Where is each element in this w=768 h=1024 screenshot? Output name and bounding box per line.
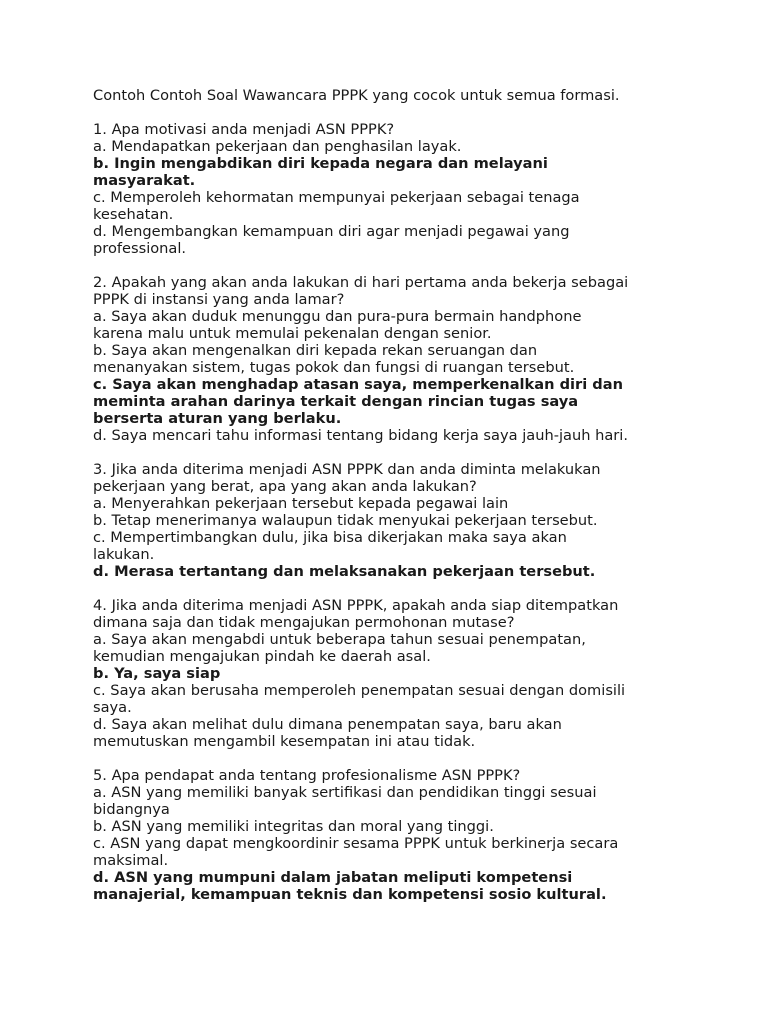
question-text: 5. Apa pendapat anda tentang profesionalisme ASN PPPK? bbox=[93, 767, 521, 784]
answer-option bbox=[93, 835, 683, 869]
answer-text: menanyakan sistem, tugas pokok dan fungsi di ruangan tersebut. bbox=[93, 359, 575, 376]
answer-text: c. Mempertimbangkan dulu, jika bisa dikerjakan maka saya akan bbox=[93, 529, 567, 546]
question-list bbox=[93, 104, 683, 903]
answer-option bbox=[93, 189, 683, 223]
answer-text: a. Menyerahkan pekerjaan tersebut kepada pegawai lain bbox=[93, 495, 509, 512]
answer-option-correct bbox=[93, 869, 683, 903]
answer-text: c. ASN yang dapat mengkoordinir sesama PPPK untuk berkinerja secara bbox=[93, 835, 619, 852]
answer-option bbox=[93, 784, 683, 818]
paragraph-gap bbox=[93, 580, 683, 597]
answer-option-correct bbox=[93, 665, 683, 682]
paragraph-gap bbox=[93, 750, 683, 767]
answer-text: c. Saya akan menghadap atasan saya, memperkenalkan diri dan bbox=[93, 376, 623, 393]
answer-option bbox=[93, 818, 683, 835]
answer-text: b. Ya, saya siap bbox=[93, 665, 221, 682]
answer-option-correct bbox=[93, 155, 683, 189]
answer-text: professional. bbox=[93, 240, 187, 257]
document-page bbox=[93, 87, 683, 903]
answer-option bbox=[93, 529, 683, 563]
answer-text: masyarakat. bbox=[93, 172, 196, 189]
question-block bbox=[93, 121, 683, 257]
answer-text: kemudian mengajukan pindah ke daerah asal. bbox=[93, 648, 431, 665]
answer-option bbox=[93, 512, 683, 529]
answer-text: d. Merasa tertantang dan melaksanakan pekerjaan tersebut. bbox=[93, 563, 596, 580]
answer-text: manajerial, kemampuan teknis dan kompetensi sosio kultural. bbox=[93, 886, 607, 903]
answer-option bbox=[93, 716, 683, 750]
question-text: PPPK di instansi yang anda lamar? bbox=[93, 291, 345, 308]
answer-text: b. Ingin mengabdikan diri kepada negara dan melayani bbox=[93, 155, 548, 172]
answer-option bbox=[93, 631, 683, 665]
answer-text: d. Saya akan melihat dulu dimana penempatan saya, baru akan bbox=[93, 716, 562, 733]
answer-option bbox=[93, 495, 683, 512]
answer-text: memutuskan mengambil kesempatan ini atau tidak. bbox=[93, 733, 476, 750]
answer-text: meminta arahan darinya terkait dengan rincian tugas saya bbox=[93, 393, 579, 410]
answer-option bbox=[93, 138, 683, 155]
question-block bbox=[93, 461, 683, 580]
answer-text: b. Saya akan mengenalkan diri kepada rekan seruangan dan bbox=[93, 342, 538, 359]
answer-text: a. Saya akan mengabdi untuk beberapa tahun sesuai penempatan, bbox=[93, 631, 586, 648]
answer-text: kesehatan. bbox=[93, 206, 174, 223]
question-block bbox=[93, 597, 683, 750]
document-title: Contoh Contoh Soal Wawancara PPPK yang cocok untuk semua formasi. bbox=[93, 87, 620, 104]
answer-option-correct bbox=[93, 563, 683, 580]
question-text: 1. Apa motivasi anda menjadi ASN PPPK? bbox=[93, 121, 395, 138]
question-text: 3. Jika anda diterima menjadi ASN PPPK dan anda diminta melakukan bbox=[93, 461, 601, 478]
question-block bbox=[93, 274, 683, 444]
answer-text: bidangnya bbox=[93, 801, 170, 818]
question-text: 2. Apakah yang akan anda lakukan di hari pertama anda bekerja sebagai bbox=[93, 274, 629, 291]
paragraph-gap bbox=[93, 444, 683, 461]
answer-text: d. Mengembangkan kemampuan diri agar menjadi pegawai yang bbox=[93, 223, 570, 240]
question-block bbox=[93, 767, 683, 903]
answer-option bbox=[93, 342, 683, 376]
answer-option bbox=[93, 682, 683, 716]
question-text: pekerjaan yang berat, apa yang akan anda lakukan? bbox=[93, 478, 477, 495]
answer-text: d. ASN yang mumpuni dalam jabatan meliputi kompetensi bbox=[93, 869, 573, 886]
answer-text: karena malu untuk memulai pekenalan dengan senior. bbox=[93, 325, 492, 342]
answer-text: a. ASN yang memiliki banyak sertifikasi dan pendidikan tinggi sesuai bbox=[93, 784, 597, 801]
question-text: dimana saja dan tidak mengajukan permohonan mutase? bbox=[93, 614, 515, 631]
answer-text: b. Tetap menerimanya walaupun tidak menyukai pekerjaan tersebut. bbox=[93, 512, 598, 529]
answer-text: lakukan. bbox=[93, 546, 155, 563]
answer-text: a. Saya akan duduk menunggu dan pura-pura bermain handphone bbox=[93, 308, 582, 325]
answer-option bbox=[93, 223, 683, 257]
paragraph-gap bbox=[93, 257, 683, 274]
answer-text: c. Saya akan berusaha memperoleh penempatan sesuai dengan domisili bbox=[93, 682, 626, 699]
answer-text: maksimal. bbox=[93, 852, 169, 869]
question-text: 4. Jika anda diterima menjadi ASN PPPK, apakah anda siap ditempatkan bbox=[93, 597, 619, 614]
answer-text: d. Saya mencari tahu informasi tentang bidang kerja saya jauh-jauh hari. bbox=[93, 427, 628, 444]
paragraph-gap bbox=[93, 104, 683, 121]
answer-text: saya. bbox=[93, 699, 132, 716]
answer-text: a. Mendapatkan pekerjaan dan penghasilan layak. bbox=[93, 138, 462, 155]
answer-text: berserta aturan yang berlaku. bbox=[93, 410, 342, 427]
answer-option bbox=[93, 308, 683, 342]
answer-option bbox=[93, 427, 683, 444]
answer-option-correct bbox=[93, 376, 683, 427]
answer-text: b. ASN yang memiliki integritas dan moral yang tinggi. bbox=[93, 818, 494, 835]
answer-text: c. Memperoleh kehormatan mempunyai pekerjaan sebagai tenaga bbox=[93, 189, 580, 206]
